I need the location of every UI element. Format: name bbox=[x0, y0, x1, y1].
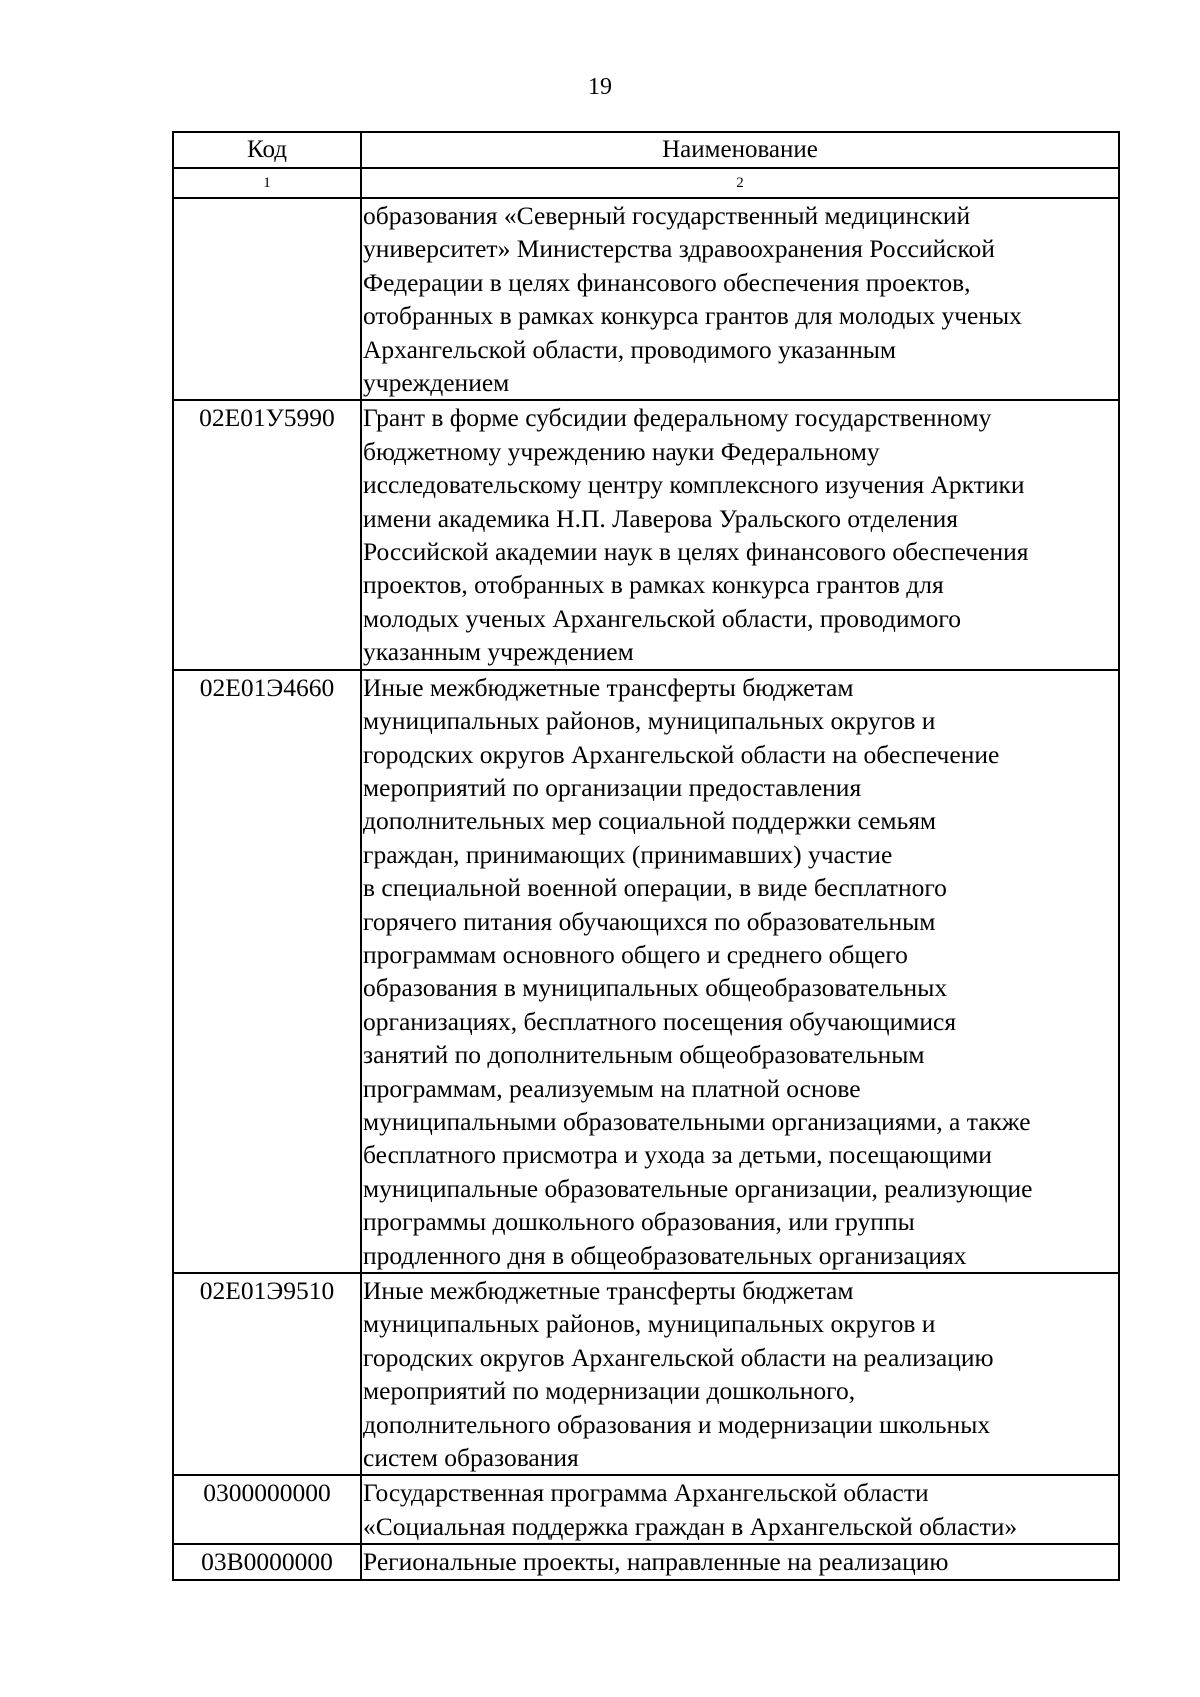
row-name-line: университет» Министерства здравоохранения Российской bbox=[363, 234, 995, 264]
table-row bbox=[173, 1544, 1119, 1579]
table-row bbox=[173, 1273, 1119, 1475]
row-name bbox=[361, 1544, 1119, 1579]
row-name-line: дополнительных мер социальной поддержки семьям bbox=[363, 806, 937, 836]
table-row bbox=[173, 400, 1119, 669]
row-name bbox=[361, 670, 1119, 1273]
row-name-line: программам, реализуемым на платной основе bbox=[363, 1073, 861, 1103]
table-row bbox=[173, 198, 1119, 400]
row-name bbox=[361, 400, 1119, 669]
table-row bbox=[173, 1475, 1119, 1544]
row-name-line: горячего питания обучающихся по образовательным bbox=[363, 906, 936, 936]
row-name-line: муниципальными образовательными организациями, а также bbox=[363, 1106, 1031, 1136]
row-code: 03В0000000 bbox=[173, 1544, 361, 1579]
row-name-line: Архангельской области, проводимого указанным bbox=[363, 334, 897, 364]
page-number: 19 bbox=[588, 74, 612, 100]
row-name-line: Грант в форме субсидии федеральному государственному bbox=[363, 403, 992, 433]
row-name-line: Иные межбюджетные трансферты бюджетам bbox=[363, 1276, 854, 1305]
row-name-line: программам основного общего и среднего общего bbox=[363, 939, 908, 969]
row-name-line: мероприятий по модернизации дошкольного, bbox=[363, 1376, 856, 1406]
row-name-line: программы дошкольного образования, или группы bbox=[363, 1207, 915, 1237]
column-number-2: 2 bbox=[361, 168, 1119, 198]
row-name-line: продленного дня в общеобразовательных организациях bbox=[363, 1240, 967, 1270]
column-header-code: Код bbox=[173, 132, 361, 168]
row-name-line: указанным учреждением bbox=[363, 637, 634, 667]
row-name-line: учреждением bbox=[363, 368, 510, 398]
column-header-name: Наименование bbox=[361, 132, 1119, 168]
row-code: 02Е01Э9510 bbox=[173, 1273, 361, 1475]
row-name-line: городских округов Архангельской области на реализацию bbox=[363, 1342, 994, 1372]
row-name-line: образования в муниципальных общеобразовательных bbox=[363, 973, 948, 1003]
row-code: 0300000000 bbox=[173, 1475, 361, 1544]
row-name-line: занятий по дополнительным общеобразовательным bbox=[363, 1040, 925, 1070]
row-name-line: образования «Северный государственный медицинский bbox=[363, 201, 971, 230]
table-row bbox=[173, 670, 1119, 1273]
row-name-line: систем образования bbox=[363, 1443, 579, 1473]
row-name-line: Российской академии наук в целях финансового обеспечения bbox=[363, 537, 1029, 567]
row-name-line: мероприятий по организации предоставления bbox=[363, 772, 862, 802]
row-name-line: муниципальных районов, муниципальных округов и bbox=[363, 706, 936, 736]
row-name-line: исследовательскому центру комплексного изучения Арктики bbox=[363, 470, 1025, 500]
row-name-line: проектов, отобранных в рамках конкурса грантов для bbox=[363, 570, 944, 600]
row-name bbox=[361, 1475, 1119, 1544]
row-name-line: «Социальная поддержка граждан в Архангельской области» bbox=[363, 1511, 1018, 1541]
row-code: 02Е01У5990 bbox=[173, 400, 361, 669]
row-name-line: граждан, принимающих (принимавших) участие bbox=[363, 839, 893, 869]
row-name-line: молодых ученых Архангельской области, проводимого bbox=[363, 603, 961, 633]
row-name-line: отобранных в рамках конкурса грантов для молодых ученых bbox=[363, 301, 1022, 331]
row-name-line: муниципальные образовательные организации, реализующие bbox=[363, 1173, 1033, 1203]
table-body bbox=[173, 198, 1119, 1580]
table-header-row bbox=[173, 132, 1119, 168]
row-code bbox=[173, 198, 361, 400]
column-number-1: 1 bbox=[173, 168, 361, 198]
row-name-line: Иные межбюджетные трансферты бюджетам bbox=[363, 672, 854, 702]
row-name-line: Федерации в целях финансового обеспечения проектов, bbox=[363, 267, 971, 297]
row-name-line: муниципальных районов, муниципальных округов и bbox=[363, 1309, 936, 1339]
row-name-line: дополнительного образования и модернизации школьных bbox=[363, 1409, 991, 1439]
row-name bbox=[361, 198, 1119, 400]
row-name-line: Государственная программа Архангельской области bbox=[363, 1478, 929, 1508]
row-name-line: организациях, бесплатного посещения обучающимися bbox=[363, 1006, 957, 1036]
row-code: 02Е01Э4660 bbox=[173, 670, 361, 1273]
row-name-line: имени академика Н.П. Лаверова Уральского отделения bbox=[363, 503, 959, 533]
row-name-line: бюджетному учреждению науки Федеральному bbox=[363, 436, 880, 466]
row-name-line: в специальной военной операции, в виде бесплатного bbox=[363, 873, 947, 903]
row-name-line: Региональные проекты, направленные на реализацию bbox=[363, 1547, 949, 1577]
row-name bbox=[361, 1273, 1119, 1475]
row-name-line: городских округов Архангельской области на обеспечение bbox=[363, 739, 1000, 769]
row-name-line: бесплатного присмотра и ухода за детьми, посещающими bbox=[363, 1140, 992, 1170]
budget-classification-table bbox=[172, 131, 1120, 1581]
column-number-row bbox=[173, 168, 1119, 198]
